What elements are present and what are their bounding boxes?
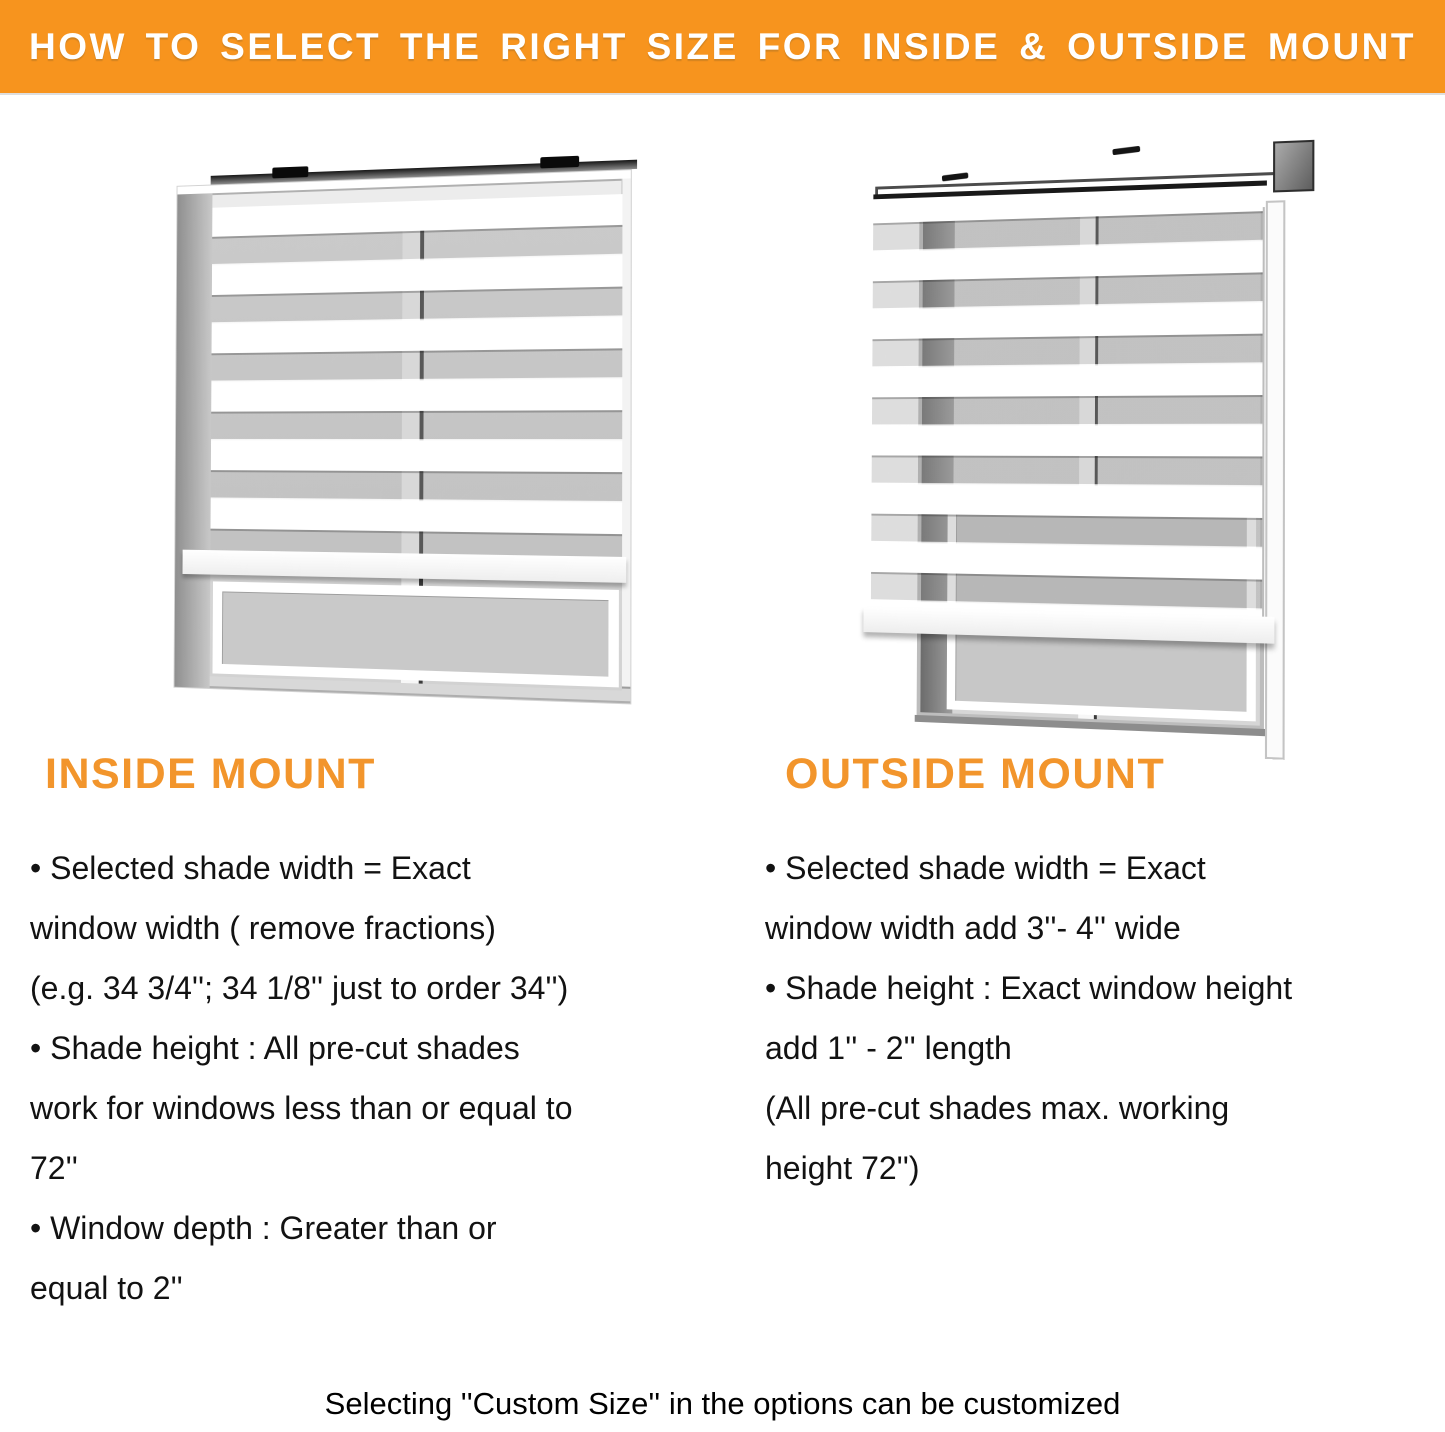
outside-mount-heading: OUTSIDE MOUNT <box>785 750 1166 798</box>
bullet-text-line: (e.g. 34 3/4''; 34 1/8'' just to order 34'') <box>30 970 569 1006</box>
header-banner <box>0 0 1445 93</box>
bullet-text-line: (All pre-cut shades max. working <box>765 1090 1230 1126</box>
wall-screw-right <box>1112 146 1140 155</box>
lower-window-sash <box>213 581 619 687</box>
window-frame <box>174 170 630 703</box>
mounting-bracket <box>1273 140 1314 193</box>
bullet-text-line: equal to 2'' <box>30 1270 183 1306</box>
headrail-clip-left <box>272 166 308 178</box>
outside-window-3d <box>870 138 1320 741</box>
shade-headrail <box>873 180 1267 199</box>
banner-title: HOW TO SELECT THE RIGHT SIZE FOR INSIDE & OUTSIDE MOUNT <box>28 25 1416 67</box>
bullet-text-line: • Shade height : All pre-cut shades <box>30 1030 520 1066</box>
inside-window-3d <box>160 143 644 733</box>
bullet-text-line: work for windows less than or equal to <box>30 1090 573 1126</box>
bullet-text-line: • Window depth : Greater than or <box>30 1210 497 1246</box>
bullet-text-line: 72'' <box>30 1150 78 1186</box>
bullet-text-line: • Shade height : Exact window height <box>765 970 1293 1006</box>
footer <box>0 1386 1445 1422</box>
bullet-text-line: window width add 3''- 4'' wide <box>765 910 1181 946</box>
zebra-shade-fabric <box>210 194 622 557</box>
outside-mount-illustration <box>860 146 1318 730</box>
wall-screw-left <box>942 172 969 181</box>
bullet-text-line: height 72'') <box>765 1150 920 1186</box>
bullet-text-line: • Selected shade width = Exact <box>765 850 1206 886</box>
inside-mount-illustration <box>148 152 640 722</box>
inside-mount-instructions <box>30 838 730 1318</box>
zebra-shade-fabric <box>871 181 1263 619</box>
window-left-jamb <box>174 193 212 688</box>
bullet-text-line: add 1'' - 2'' length <box>765 1030 1012 1066</box>
window-right-trim <box>1265 200 1285 760</box>
window-glass <box>210 194 623 691</box>
bullet-text-line: window width ( remove fractions) <box>30 910 496 946</box>
custom-size-note: Selecting ''Custom Size'' in the options can be customized <box>324 1386 1121 1421</box>
headrail-clip-right <box>540 156 579 169</box>
inside-mount-heading: INSIDE MOUNT <box>45 750 376 798</box>
bullet-text-line: • Selected shade width = Exact <box>30 850 471 886</box>
outside-mount-instructions <box>765 838 1445 1198</box>
